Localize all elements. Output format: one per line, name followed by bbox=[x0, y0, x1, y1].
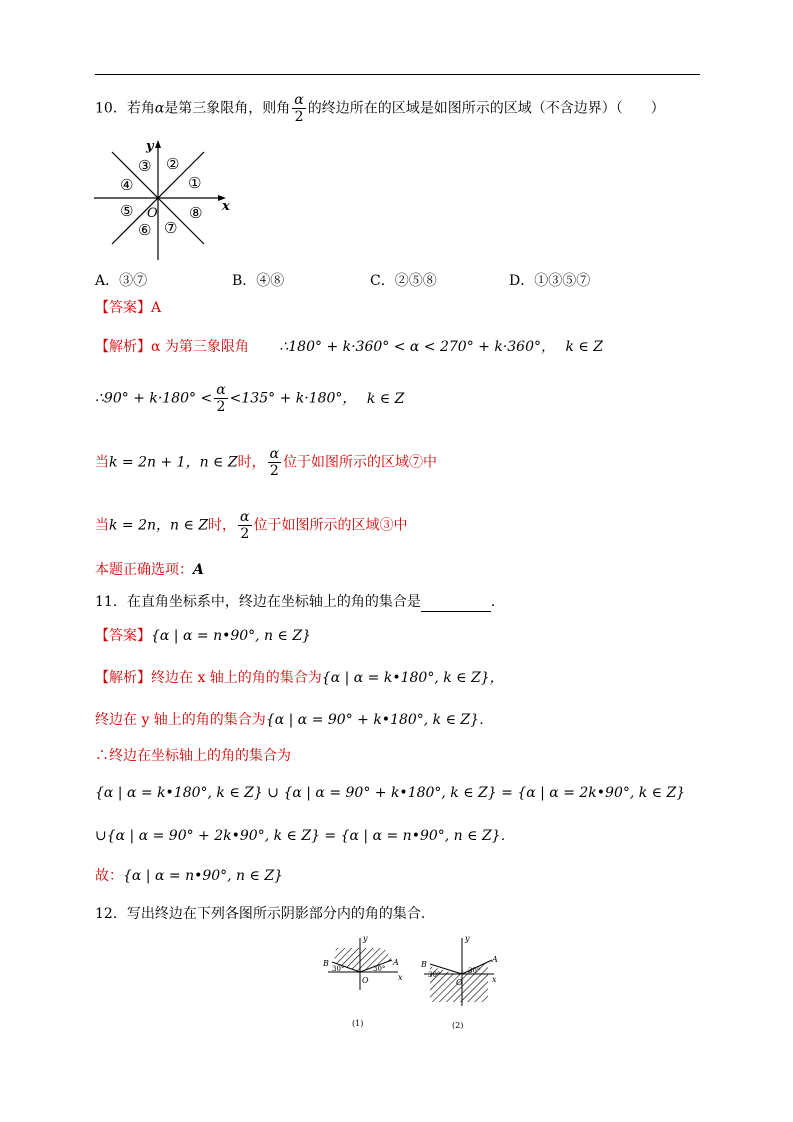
svg-text:B: B bbox=[323, 959, 329, 968]
q10-number: 10． bbox=[95, 100, 127, 117]
q11-analysis-1: 【解析】终边在 x 轴上的角的集合为{α | α = k•180°, k ∈ Z}， bbox=[95, 670, 504, 686]
svg-text:y: y bbox=[363, 934, 368, 943]
region-5: ⑤ bbox=[120, 202, 134, 220]
q11-analysis-3: ∴终边在坐标轴上的角的集合为 bbox=[95, 748, 291, 764]
q10-conclusion: 本题正确选项：A bbox=[95, 562, 204, 578]
svg-text:30°: 30° bbox=[428, 971, 441, 979]
region-4: ④ bbox=[120, 176, 134, 194]
svg-text:30°: 30° bbox=[332, 965, 345, 973]
svg-text:A: A bbox=[393, 958, 399, 967]
svg-text:B: B bbox=[421, 960, 427, 969]
x-label: x bbox=[222, 199, 230, 214]
option-a: A．③⑦ bbox=[95, 273, 148, 289]
region-8: ⑧ bbox=[189, 204, 203, 222]
q12-figure-1 bbox=[322, 934, 403, 1028]
q12-figures bbox=[318, 932, 498, 1032]
region-6: ⑥ bbox=[138, 221, 152, 239]
svg-text:x: x bbox=[492, 975, 497, 984]
q11-analysis-2: 终边在 y 轴上的角的集合为{α | α = 90° + k•180°, k ∈ Z}． bbox=[95, 712, 494, 728]
svg-text:y: y bbox=[465, 934, 470, 943]
q11-analysis-5: ∪{α | α = 90° + 2k•90°, k ∈ Z} = {α | α = n•90°, n ∈ Z}． bbox=[95, 828, 515, 844]
q10-case-1: 当k = 2n + 1，n ∈ Z时， $\frac{\alpha}{2}$ 位于如图所示的区域⑦中 bbox=[95, 446, 438, 479]
q12-figure-2 bbox=[420, 934, 498, 1030]
region-7: ⑦ bbox=[164, 219, 178, 237]
q10-answer: 【答案】A bbox=[95, 300, 162, 316]
svg-text:30°: 30° bbox=[373, 965, 386, 973]
svg-text:x: x bbox=[398, 973, 403, 982]
q10-analysis-2: ∴90° + k·180° < $\frac{\alpha}{2}$ <135° + k·180°， k ∈ Z bbox=[95, 382, 405, 415]
region-2: ② bbox=[166, 155, 180, 173]
q10-region-figure bbox=[94, 138, 234, 262]
q10-stem-b: 是第三象限角，则角 bbox=[164, 100, 291, 117]
q10-stem-a: 若角 bbox=[126, 100, 155, 117]
svg-text:A: A bbox=[492, 955, 498, 964]
q10-stem bbox=[95, 92, 665, 125]
q11-answer: 【答案】{α | α = n•90°, n ∈ Z} bbox=[95, 628, 311, 644]
header-rule bbox=[95, 74, 700, 75]
svg-text:O: O bbox=[362, 976, 369, 985]
q10-analysis-1: 【解析】α 为第三象限角 ∴180° + k·360° < α < 270° + k·360°， k ∈ Z bbox=[95, 339, 603, 355]
option-b: B．④⑧ bbox=[232, 273, 285, 289]
q10-fraction: $\frac{\alpha}{2}$ bbox=[294, 92, 304, 125]
origin-label: O bbox=[147, 206, 158, 221]
svg-text:30°: 30° bbox=[468, 967, 481, 975]
svg-text:(1): (1) bbox=[352, 1019, 364, 1028]
svg-text:(2): (2) bbox=[452, 1021, 464, 1030]
q11-analysis-4: {α | α = k•180°, k ∈ Z} ∪ {α | α = 90° + k•180°, k ∈ Z} = {α | α = 2k•90°, k ∈ Z} bbox=[95, 785, 686, 801]
q11-therefore: 故：{α | α = n•90°, n ∈ Z} bbox=[95, 868, 283, 884]
q10-alpha: α bbox=[154, 100, 165, 117]
y-label: y bbox=[146, 139, 154, 154]
y-axis-arrow bbox=[155, 140, 161, 148]
option-c: C．②⑤⑧ bbox=[370, 273, 437, 289]
q10-case-2: 当k = 2n，n ∈ Z时， $\frac{\alpha}{2}$ 位于如图所示的区域③中 bbox=[95, 509, 408, 542]
q12-stem: 12．写出终边在下列各图所示阴影部分内的角的集合． bbox=[95, 906, 435, 922]
q11-stem: 11．在直角坐标系中，终边在坐标轴上的角的集合是 ． bbox=[95, 594, 505, 610]
q10-stem-c: 的终边所在的区域是如图所示的区域（不含边界）（ ） bbox=[307, 100, 665, 117]
region-3: ③ bbox=[138, 157, 152, 175]
svg-text:O: O bbox=[456, 978, 463, 987]
q11-blank bbox=[421, 597, 491, 612]
region-1: ① bbox=[188, 174, 202, 192]
option-d: D．①③⑤⑦ bbox=[509, 273, 591, 289]
